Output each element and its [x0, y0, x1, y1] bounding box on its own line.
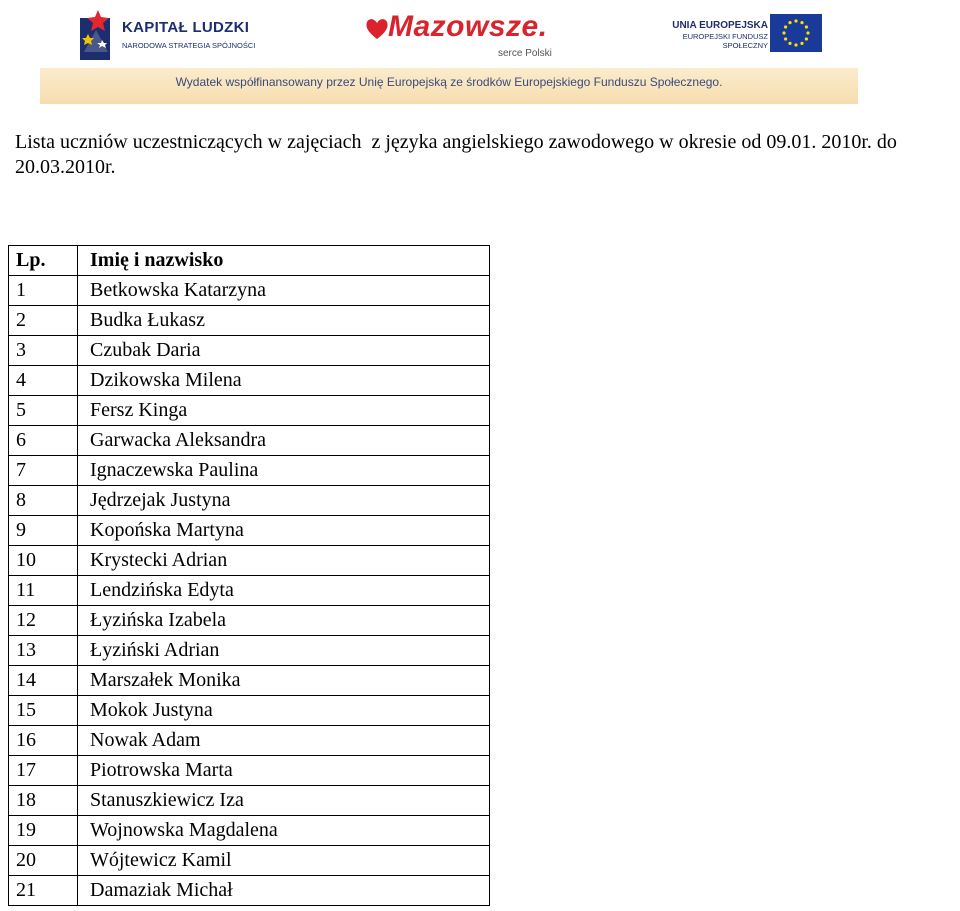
- table-row: [9, 636, 490, 666]
- student-name: Ignaczewska Paulina: [78, 456, 490, 486]
- row-number: 21: [9, 876, 78, 906]
- student-name: Łyzińska Izabela: [78, 606, 490, 636]
- table-row: [9, 576, 490, 606]
- table-row: [9, 726, 490, 756]
- row-number: 2: [9, 306, 78, 336]
- row-number: 14: [9, 666, 78, 696]
- student-name: Piotrowska Marta: [78, 756, 490, 786]
- table-row: [9, 516, 490, 546]
- eu-logo-text: [672, 20, 768, 50]
- row-number: 16: [9, 726, 78, 756]
- cofinancing-strip: [40, 68, 858, 104]
- heart-icon: [364, 16, 390, 42]
- student-name: Krystecki Adrian: [78, 546, 490, 576]
- cofinancing-banner: [40, 0, 858, 104]
- student-name: Czubak Daria: [78, 336, 490, 366]
- row-number: 11: [9, 576, 78, 606]
- students-table-body: [9, 276, 490, 906]
- student-name: Jędrzejak Justyna: [78, 486, 490, 516]
- eu-flag-icon: [770, 14, 822, 52]
- kapital-ludzki-subtitle: NARODOWA STRATEGIA SPÓJNOŚCI: [122, 41, 256, 50]
- student-name: Łyziński Adrian: [78, 636, 490, 666]
- table-row: [9, 846, 490, 876]
- student-name: Nowak Adam: [78, 726, 490, 756]
- table-row: [9, 756, 490, 786]
- student-name: Betkowska Katarzyna: [78, 276, 490, 306]
- student-name: Kopońska Martyna: [78, 516, 490, 546]
- row-number: 17: [9, 756, 78, 786]
- table-row: [9, 306, 490, 336]
- row-number: 7: [9, 456, 78, 486]
- row-number: 18: [9, 786, 78, 816]
- mazowsze-logo: [364, 10, 564, 66]
- row-number: 19: [9, 816, 78, 846]
- row-number: 1: [9, 276, 78, 306]
- document-title: Lista uczniów uczestniczących w zajęciach z języka angielskiego zawodowego w okresie od 09.01. 2010r. do 20.03.2010r.: [15, 131, 902, 178]
- student-name: Dzikowska Milena: [78, 366, 490, 396]
- row-number: 4: [9, 366, 78, 396]
- row-number: 13: [9, 636, 78, 666]
- table-row: [9, 456, 490, 486]
- row-number: 8: [9, 486, 78, 516]
- student-name: Stanuszkiewicz Iza: [78, 786, 490, 816]
- row-number: 5: [9, 396, 78, 426]
- table-row: [9, 396, 490, 426]
- table-row: [9, 546, 490, 576]
- table-row: [9, 366, 490, 396]
- students-table: [8, 245, 490, 906]
- table-row: [9, 426, 490, 456]
- row-number: 20: [9, 846, 78, 876]
- table-row: [9, 606, 490, 636]
- table-row: [9, 696, 490, 726]
- student-name: Wojnowska Magdalena: [78, 816, 490, 846]
- student-name: Mokok Justyna: [78, 696, 490, 726]
- student-name: Budka Łukasz: [78, 306, 490, 336]
- table-row: [9, 276, 490, 306]
- student-name: Fersz Kinga: [78, 396, 490, 426]
- cofinancing-text: Wydatek współfinansowany przez Unię Europejską ze środków Europejskiego Funduszu Społecznego.: [175, 75, 723, 89]
- student-name: Damaziak Michał: [78, 876, 490, 906]
- eu-line-2: EUROPEJSKI FUNDUSZ: [682, 32, 768, 41]
- row-number: 3: [9, 336, 78, 366]
- kapital-ludzki-logo: [78, 8, 308, 64]
- table-header-row: [9, 246, 490, 276]
- row-number: 6: [9, 426, 78, 456]
- row-number: 9: [9, 516, 78, 546]
- mazowsze-subtitle: serce Polski: [498, 48, 552, 59]
- table-row: [9, 486, 490, 516]
- eu-line-1: UNIA EUROPEJSKA: [672, 20, 768, 31]
- table-row: [9, 816, 490, 846]
- table-row: [9, 336, 490, 366]
- mazowsze-wordmark: Mazowsze.: [388, 10, 548, 43]
- student-name: Wójtewicz Kamil: [78, 846, 490, 876]
- row-number: 12: [9, 606, 78, 636]
- student-name: Lendzińska Edyta: [78, 576, 490, 606]
- student-name: Garwacka Aleksandra: [78, 426, 490, 456]
- kapital-ludzki-star-icon: [78, 8, 114, 62]
- header-lp: Lp.: [9, 246, 78, 276]
- table-row: [9, 876, 490, 906]
- kapital-ludzki-title: KAPITAŁ LUDZKI: [122, 19, 250, 36]
- student-name: Marszałek Monika: [78, 666, 490, 696]
- table-row: [9, 786, 490, 816]
- eu-line-3: SPOŁECZNY: [722, 41, 768, 50]
- table-row: [9, 666, 490, 696]
- row-number: 10: [9, 546, 78, 576]
- eu-logo: [668, 14, 858, 60]
- row-number: 15: [9, 696, 78, 726]
- header-name: Imię i nazwisko: [78, 246, 490, 276]
